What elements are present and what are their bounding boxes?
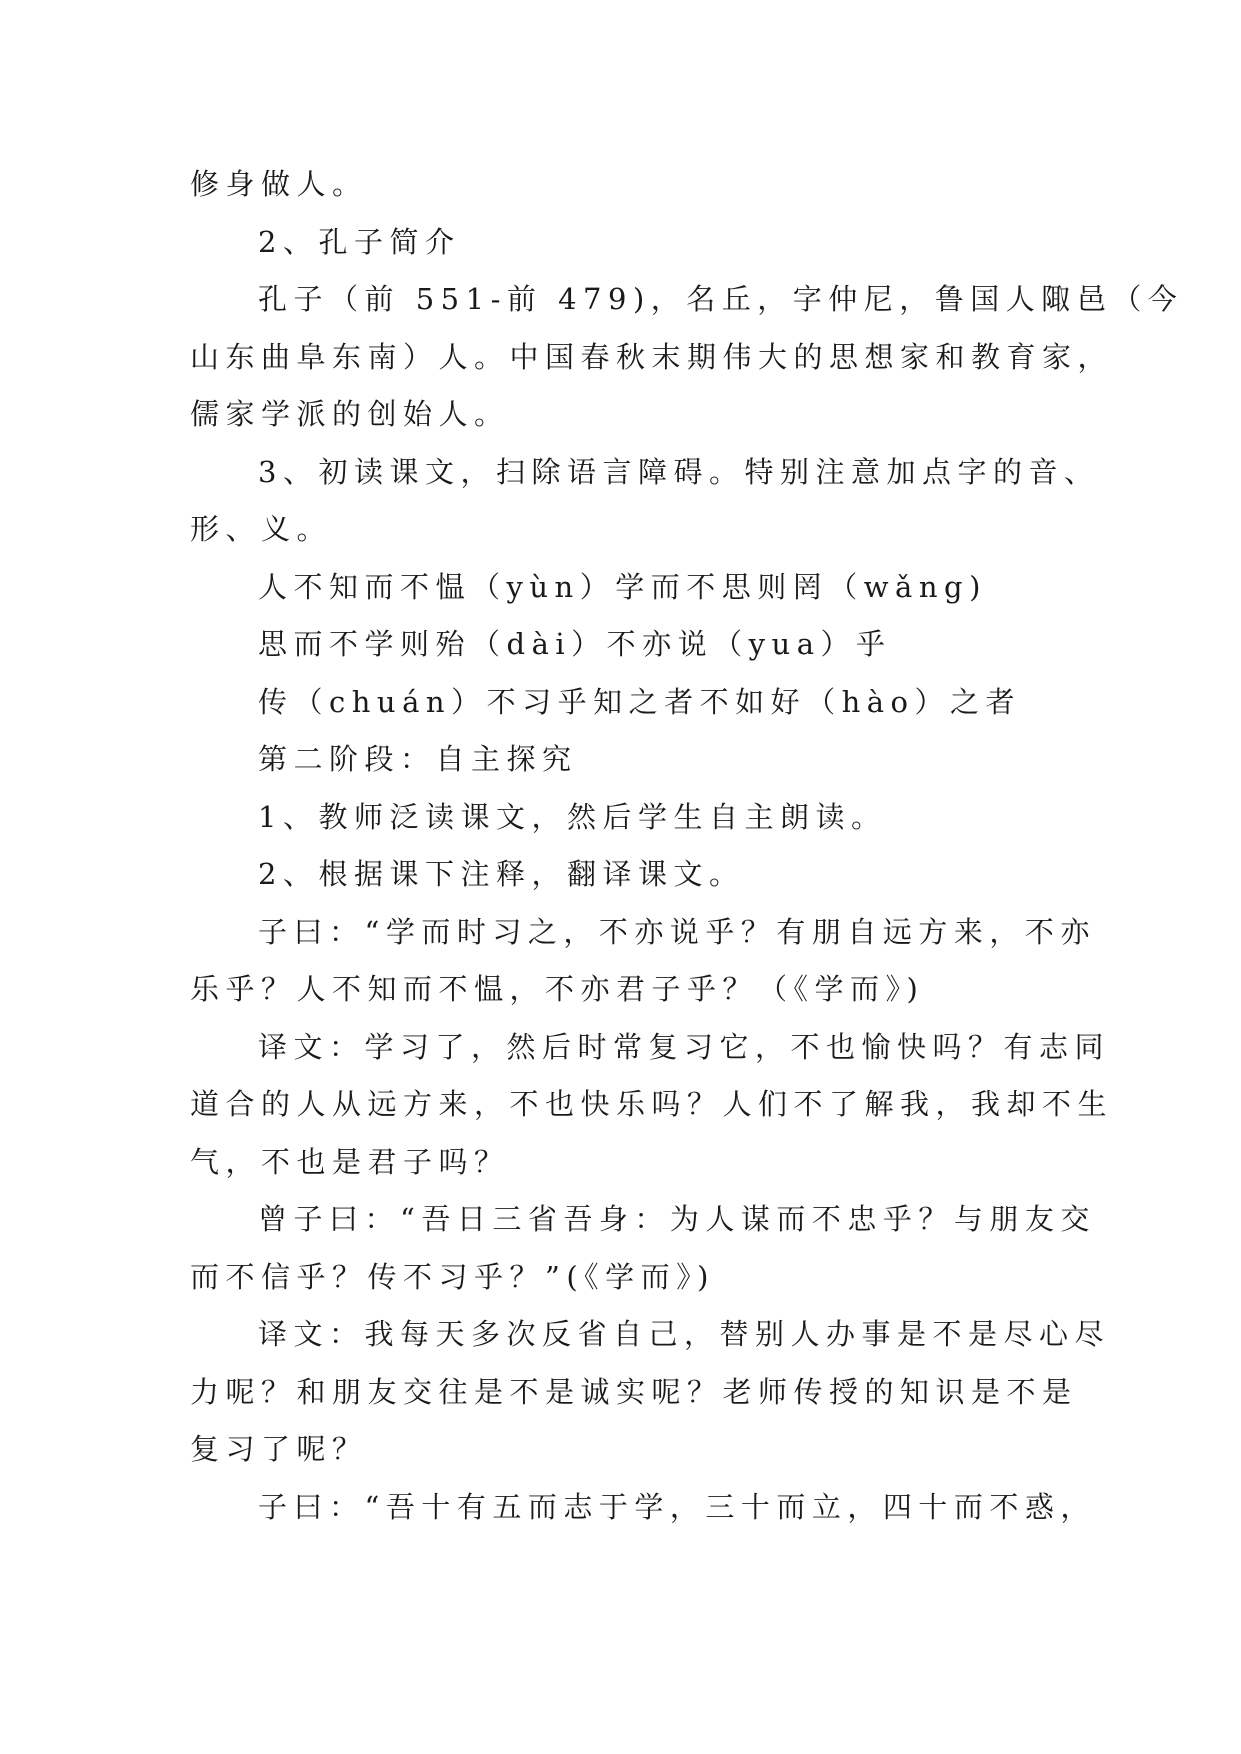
text-line: 乐乎？人不知而不愠，不亦君子乎？（《学而》) xyxy=(190,972,925,1006)
text-line: 3、初读课文，扫除语言障碍。特别注意加点字的音、 xyxy=(258,454,1100,489)
text-line: 形、义。 xyxy=(190,512,333,546)
text-line: 译文：我每天多次反省自己，替别人办事是不是尽心尽 xyxy=(258,1317,1111,1351)
document-body xyxy=(190,156,1184,1536)
text-line: 而不信乎？传不习乎？”(《学而》) xyxy=(190,1259,715,1294)
text-line: 儒家学派的创始人。 xyxy=(190,397,510,431)
text-line: 修身做人。 xyxy=(190,167,368,201)
text-line: 子曰：“吾十有五而志于学，三十而立，四十而不惑， xyxy=(258,1489,1096,1524)
text-line: 2、孔子简介 xyxy=(258,224,461,259)
section-heading: 第二阶段：自主探究 xyxy=(258,742,578,776)
text-line: 1、教师泛读课文，然后学生自主朗读。 xyxy=(258,799,887,834)
text-line: 人不知而不愠（yùn）学而不思则罔（wǎng) xyxy=(258,569,987,604)
text-line: 孔子（前 551-前 479)，名丘，字仲尼，鲁国人陬邑（今 xyxy=(258,282,1184,316)
text-line: 思而不学则殆（dài）不亦说（yua）乎 xyxy=(258,627,892,661)
text-line: 传（chuán）不习乎知之者不如好（hào）之者 xyxy=(258,684,1021,719)
text-line: 力呢？和朋友交往是不是诚实呢？老师传授的知识是不是 xyxy=(190,1374,1078,1409)
text-line: 2、根据课下注释，翻译课文。 xyxy=(258,857,745,891)
text-line: 曾子曰：“吾日三省吾身：为人谋而不忠乎？与朋友交 xyxy=(258,1202,1096,1236)
text-line: 山东曲阜东南）人。中国春秋末期伟大的思想家和教育家， xyxy=(190,339,1114,374)
text-line: 复习了呢？ xyxy=(190,1432,368,1466)
text-line: 子曰：“学而时习之，不亦说乎？有朋自远方来，不亦 xyxy=(258,914,1096,949)
text-line: 道合的人从远方来，不也快乐吗？人们不了解我，我却不生 xyxy=(190,1087,1114,1121)
text-line: 译文：学习了，然后时常复习它，不也愉快吗？有志同 xyxy=(258,1029,1111,1064)
text-line: 气，不也是君子吗？ xyxy=(190,1144,510,1179)
